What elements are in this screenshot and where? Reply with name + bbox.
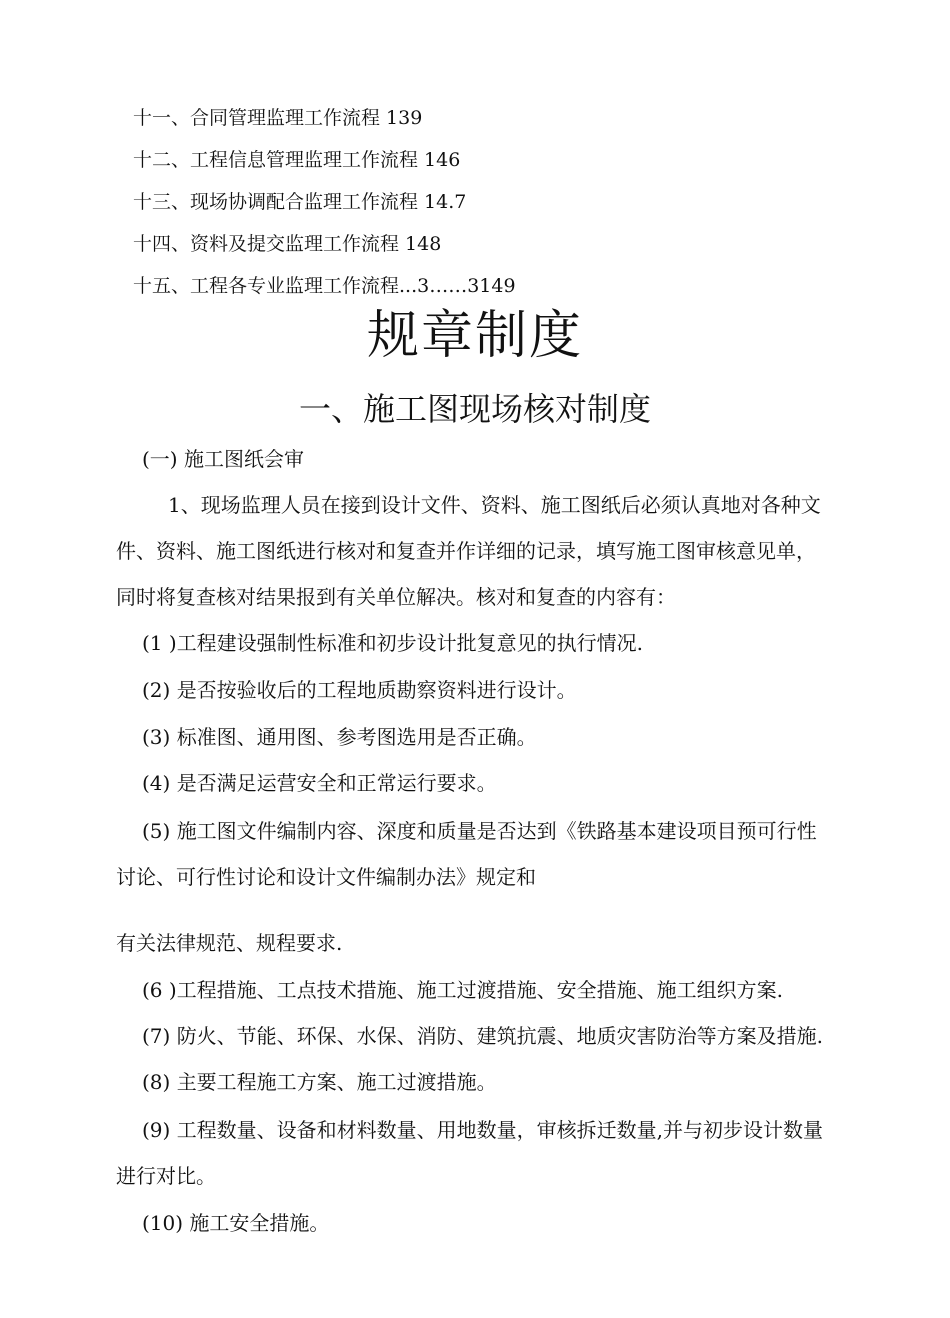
paragraph-line: 进行对比。 bbox=[116, 1164, 216, 1188]
paragraph-line: (5) 施工图文件编制内容、深度和质量是否达到《铁路基本建设项目预可行性 bbox=[142, 819, 817, 843]
list-item bbox=[116, 808, 938, 900]
toc-line: 十三、现场协调配合监理工作流程 14.7 bbox=[133, 191, 467, 213]
section-title: 一、施工图现场核对制度 bbox=[298, 390, 651, 428]
paragraph-line: 讨论、可行性讨论和设计文件编制办法》规定和 bbox=[116, 865, 536, 889]
paragraph-line: 件、资料、施工图纸进行核对和复查并作详细的记录，填写施工图审核意见单， bbox=[116, 539, 816, 563]
table-of-contents bbox=[133, 104, 516, 314]
paragraph-line: (9) 工程数量、设备和材料数量、用地数量，审核拆迁数量,并与初步设计数量 bbox=[142, 1118, 824, 1142]
paragraph-line: 有关法律规范、规程要求. bbox=[116, 931, 343, 955]
page-title: 规章制度 bbox=[366, 306, 583, 366]
list-item: (4) 是否满足运营安全和正常运行要求。 bbox=[142, 771, 497, 795]
paragraph-line: 1、现场监理人员在接到设计文件、资料、施工图纸后必须认真地对各种文 bbox=[168, 493, 821, 517]
list-item: (10) 施工安全措施。 bbox=[142, 1211, 330, 1235]
toc-line: 十四、资料及提交监理工作流程 148 bbox=[133, 233, 442, 255]
paragraph-line: 同时将复查核对结果报到有关单位解决。核对和复查的内容有： bbox=[116, 585, 676, 609]
toc-line: 十五、工程各专业监理工作流程...3……3149 bbox=[133, 275, 516, 297]
list-item bbox=[116, 1107, 938, 1199]
toc-line: 十二、工程信息管理监理工作流程 146 bbox=[133, 149, 461, 171]
list-item: (2) 是否按验收后的工程地质勘察资料进行设计。 bbox=[142, 678, 577, 702]
list-item: (7) 防火、节能、环保、水保、消防、建筑抗震、地质灾害防治等方案及措施. bbox=[142, 1024, 824, 1048]
toc-line: 十一、合同管理监理工作流程 139 bbox=[133, 107, 423, 129]
list-item: (1 )工程建设强制性标准和初步设计批复意见的执行情况. bbox=[142, 631, 644, 655]
subsection-heading: (一) 施工图纸会审 bbox=[142, 447, 304, 471]
list-item: (8) 主要工程施工方案、施工过渡措施。 bbox=[142, 1070, 497, 1094]
list-item: (3) 标准图、通用图、参考图选用是否正确。 bbox=[142, 725, 537, 749]
list-item: (6 )工程措施、工点技术措施、施工过渡措施、安全措施、施工组织方案. bbox=[142, 978, 784, 1002]
paragraph-1 bbox=[116, 482, 938, 620]
